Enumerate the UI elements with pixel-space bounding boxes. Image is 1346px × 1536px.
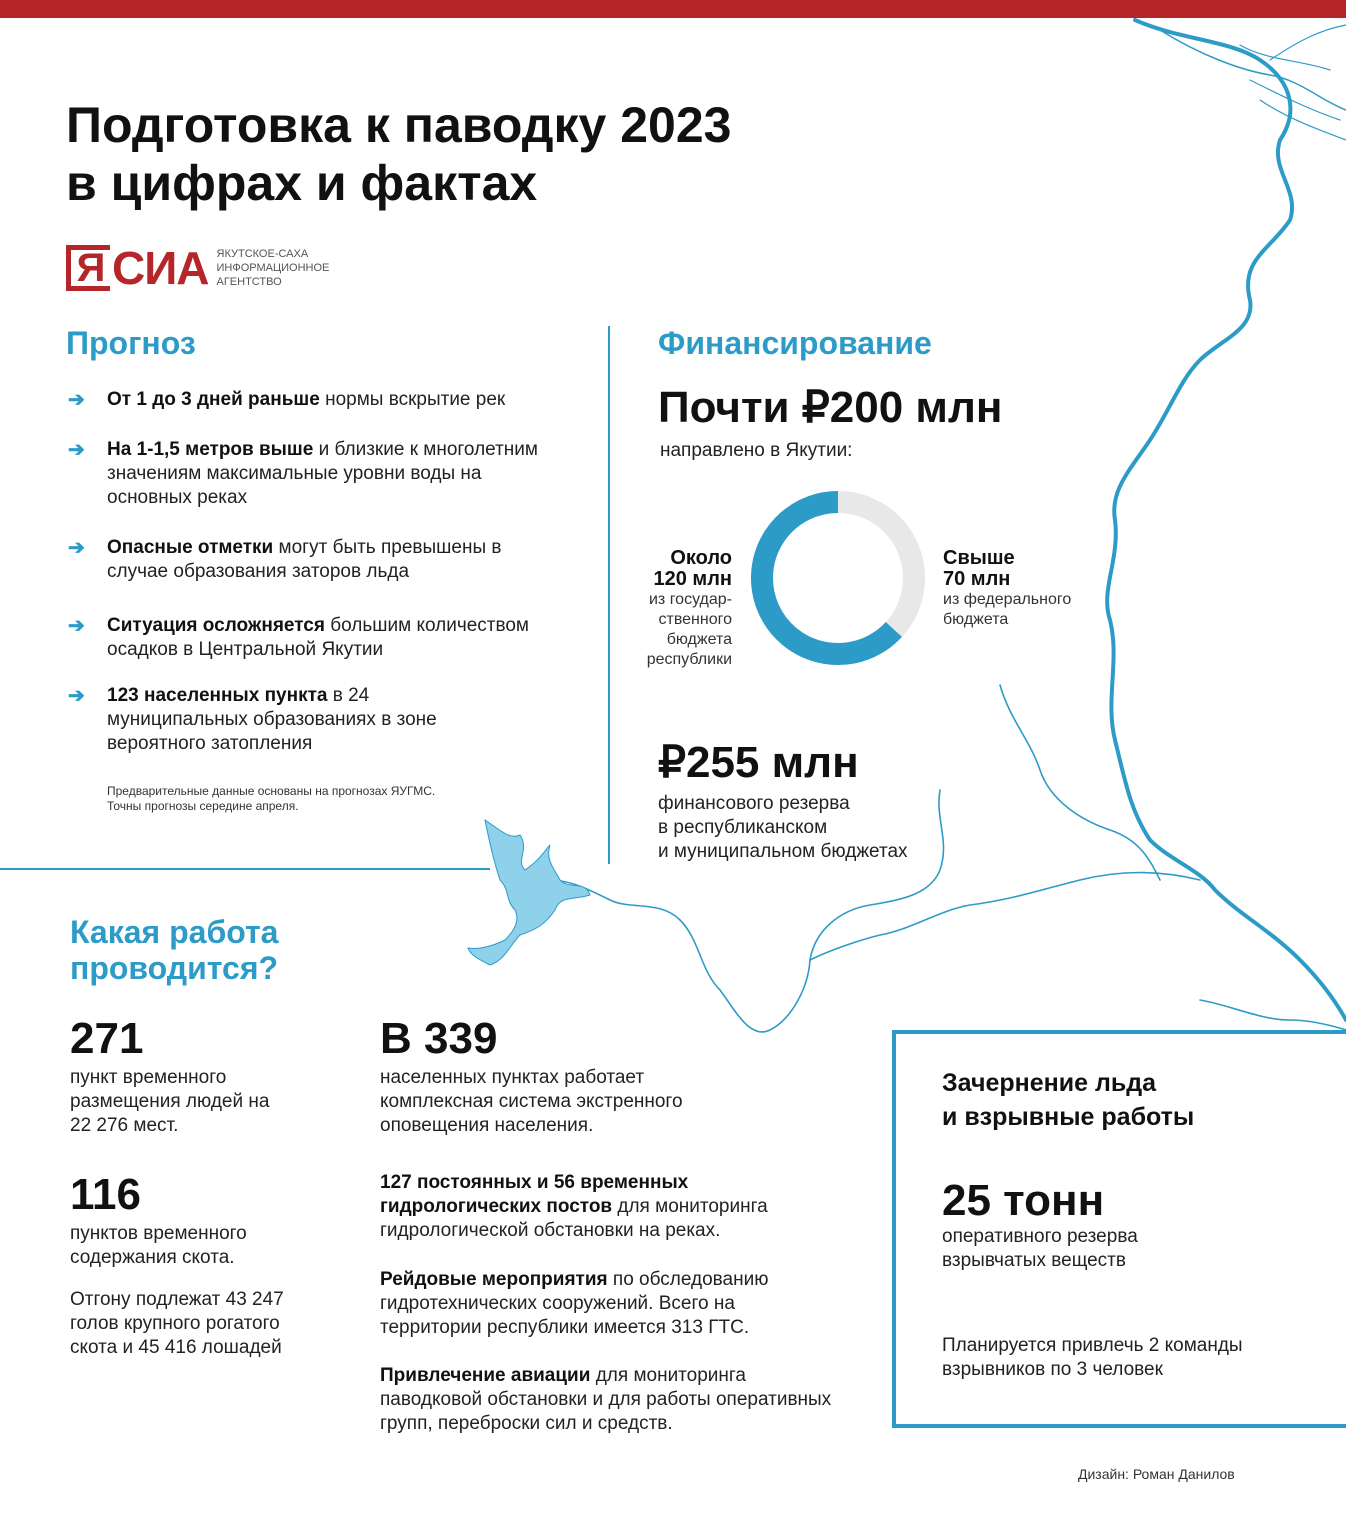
logo-mark <box>66 241 209 295</box>
ice-works-title <box>942 1066 1194 1134</box>
financing-heading: Финансирование <box>658 325 932 361</box>
work-heading-line-1: Какая работа <box>70 914 279 950</box>
forecast-heading: Прогноз <box>66 325 196 361</box>
donut-left-bold-2: 120 млн <box>653 568 732 590</box>
forecast-item <box>66 536 546 584</box>
note-line-1: Предварительные данные основаны на прогнозах ЯУГМС. <box>107 784 436 798</box>
logo-text: СИА <box>112 242 209 294</box>
note-line-2: Точны прогнозы середине апреля. <box>107 799 299 813</box>
stat-shelters-text: пункт временного размещения людей на 22 276 мест. <box>70 1067 270 1136</box>
forecast-item <box>66 614 546 662</box>
forecast-item-bold: На 1-1,5 метров выше <box>107 439 314 460</box>
financing-subtitle: направлено в Якутии: <box>660 440 853 461</box>
title-line-2: в цифрах и фактах <box>66 155 538 211</box>
logo-sub-line-2: ИНФОРМАЦИОННОЕ <box>216 262 330 274</box>
section-divider <box>0 868 490 870</box>
arrow-right-icon: ➔ <box>68 439 85 461</box>
donut-right-bold-1: Свыше <box>943 547 1015 569</box>
logo-subtitle <box>217 247 330 289</box>
forecast-item-text: и близкие к многолетним значениям максимальные уровни воды на основных реках <box>107 439 538 508</box>
posts-rest: для мониторинга гидрологической обстановки на реках. <box>380 1196 768 1241</box>
work-heading-line-2: проводится? <box>70 950 279 986</box>
forecast-item <box>66 438 571 510</box>
posts-text <box>380 1171 810 1243</box>
forecast-item-bold: От 1 до 3 дней раньше <box>107 389 320 410</box>
reserve-line-2: в республиканском <box>658 817 828 838</box>
financing-donut-chart <box>748 488 928 668</box>
forecast-item-text: нормы вскрытие рек <box>319 389 506 410</box>
work-heading <box>70 914 278 986</box>
aviation-rest: для мониторинга паводковой обстановки и для работы оперативных групп, переброски сил и средств. <box>380 1365 832 1434</box>
financing-total: Почти ₽200 млн <box>658 383 1003 432</box>
ice-title-line-1: Зачернение льда <box>942 1069 1156 1097</box>
stat-livestock-number: 116 <box>70 1170 141 1219</box>
donut-label-right <box>943 548 1103 630</box>
explosives-text: оперативного резерва взрывчатых веществ <box>942 1226 1138 1271</box>
design-credit: Дизайн: Роман Данилов <box>1078 1466 1235 1482</box>
reserve-line-3: и муниципальном бюджетах <box>658 841 908 862</box>
forecast-item-bold: Опасные отметки <box>107 537 274 558</box>
forecast-list <box>66 388 586 756</box>
logo-sub-line-3: АГЕНТСТВО <box>216 276 282 288</box>
herd-text: Отгону подлежат 43 247 голов крупного рогатого скота и 45 416 лошадей <box>70 1289 284 1358</box>
stat-shelters-number: 271 <box>70 1014 144 1063</box>
donut-slice-republic <box>762 502 894 654</box>
arrow-right-icon: ➔ <box>68 615 85 637</box>
explosives-number: 25 тонн <box>942 1176 1105 1225</box>
title-line-1: Подготовка к паводку 2023 <box>66 97 732 153</box>
logo-bracket: Я <box>66 245 110 291</box>
page-title <box>66 96 866 212</box>
aviation-bold: Привлечение авиации <box>380 1365 591 1386</box>
donut-label-left <box>600 548 732 670</box>
donut-left-text: из государ-ственного бюджета республики <box>646 591 732 668</box>
sia-logo <box>66 243 329 293</box>
arrow-right-icon: ➔ <box>68 685 85 707</box>
raids-rest: по обследованию гидротехнических сооружений. Всего на территории республики имеется 313 ГТС. <box>380 1269 769 1338</box>
reserve-total: ₽255 млн <box>658 738 859 787</box>
forecast-item <box>66 388 586 412</box>
reserve-line-1: финансового резерва <box>658 793 850 814</box>
logo-sub-line-1: ЯКУТСКОЕ-САХА <box>216 248 309 260</box>
stat-alert-text: населенных пунктах работает комплексная система экстренного оповещения населения. <box>380 1067 683 1136</box>
teams-text: Планируется привлечь 2 команды взрывников по 3 человек <box>942 1335 1243 1380</box>
ice-title-line-2: и взрывные работы <box>942 1103 1195 1131</box>
raids-bold: Рейдовые мероприятия <box>380 1269 608 1290</box>
donut-slice-federal <box>838 502 914 629</box>
forecast-item <box>66 684 466 756</box>
arrow-right-icon: ➔ <box>68 389 85 411</box>
donut-left-bold-1: Около <box>670 547 732 569</box>
raids-text <box>380 1268 810 1340</box>
arrow-right-icon: ➔ <box>68 537 85 559</box>
forecast-note <box>107 784 435 814</box>
forecast-item-text: могут быть превышены в случае образования заторов льда <box>107 537 502 582</box>
top-accent-bar <box>0 0 1346 18</box>
donut-right-bold-2: 70 млн <box>943 568 1011 590</box>
donut-right-text: из федерального бюджета <box>943 591 1072 628</box>
aviation-text <box>380 1364 850 1436</box>
forecast-item-bold: 123 населенных пункта <box>107 685 328 706</box>
posts-bold: 127 постоянных и 56 временных гидрологических постов <box>380 1172 689 1217</box>
reserve-text <box>658 792 908 864</box>
stat-alert-number: В 339 <box>380 1014 498 1063</box>
stat-livestock-text: пунктов временного содержания скота. <box>70 1223 247 1268</box>
forecast-item-text: в 24 муниципальных образованиях в зоне вероятного затопления <box>107 685 437 754</box>
forecast-item-bold: Ситуация осложняется <box>107 615 325 636</box>
forecast-item-text: большим количеством осадков в Центральной Якутии <box>107 615 529 660</box>
